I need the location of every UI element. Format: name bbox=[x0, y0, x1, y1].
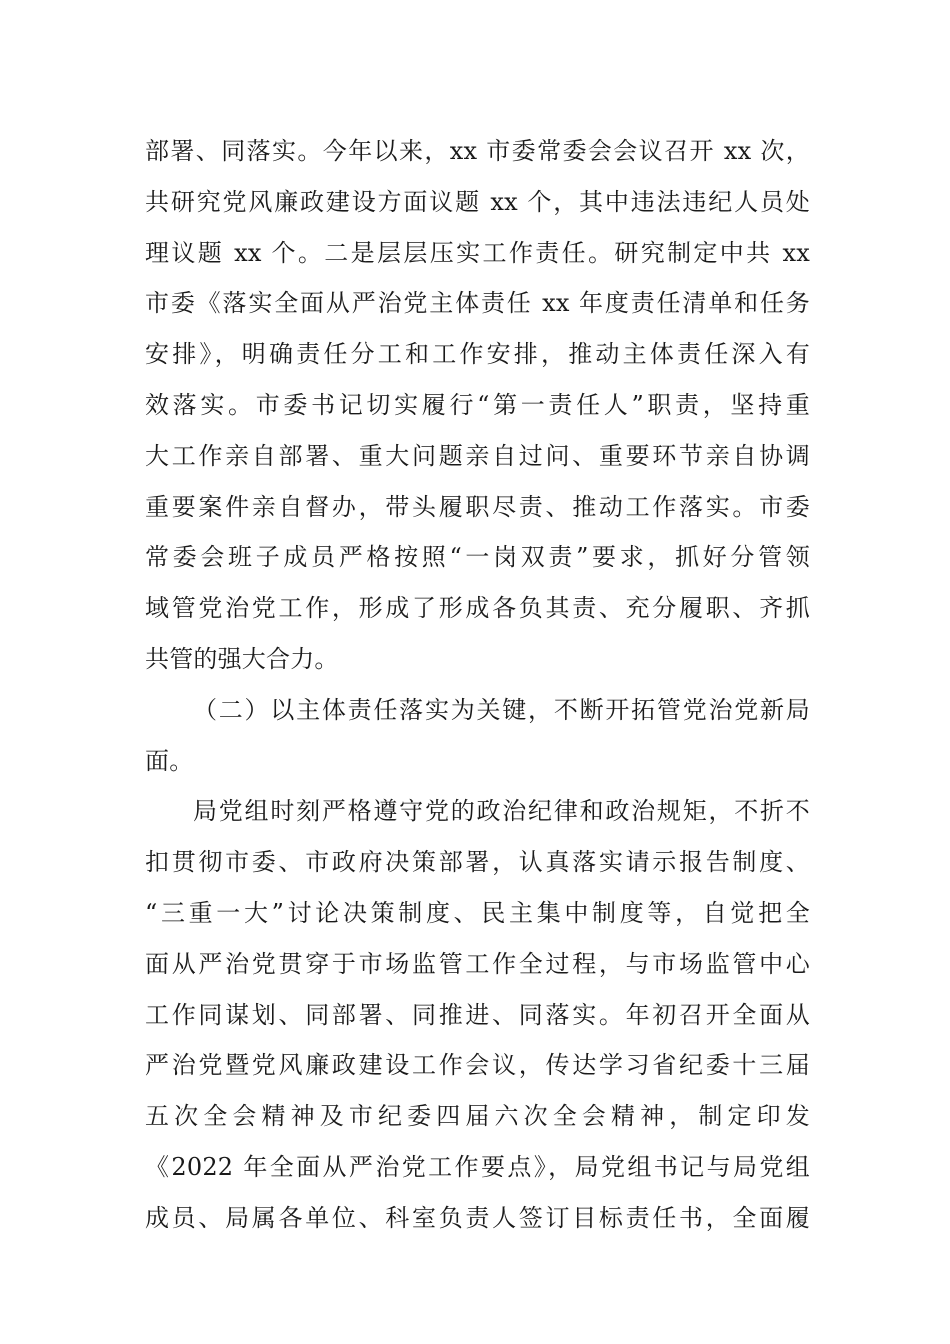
text-line: 常委会班子成员严格按照“一岗双责”要求，抓好分管领 bbox=[145, 543, 810, 572]
section-heading-line: （二）以主体责任落实为关键，不断开拓管党治党新局 bbox=[193, 695, 810, 724]
text-line: 严治党暨党风廉政建设工作会议，传达学习省纪委十三届 bbox=[145, 1051, 810, 1080]
text-line: 《2022 年全面从严治党工作要点》，局党组书记与局党组 bbox=[145, 1152, 810, 1181]
text-line: 安排》，明确责任分工和工作安排，推动主体责任深入有 bbox=[145, 340, 810, 369]
text-line: 五次全会精神及市纪委四届六次全会精神，制定印发 bbox=[145, 1102, 810, 1131]
text-line: 共研究党风廉政建设方面议题 xx 个，其中违法违纪人员处 bbox=[145, 187, 810, 216]
text-line: 大工作亲自部署、重大问题亲自过问、重要环节亲自协调 bbox=[145, 441, 810, 470]
text-line: 重要案件亲自督办，带头履职尽责、推动工作落实。市委 bbox=[145, 492, 810, 521]
text-line: 部署、同落实。今年以来，xx 市委常委会会议召开 xx 次， bbox=[145, 137, 810, 165]
text-line: 成员、局属各单位、科室负责人签订目标责任书，全面履 bbox=[145, 1203, 810, 1232]
section-heading-line: 面。 bbox=[145, 746, 194, 775]
text-line: 理议题 xx 个。二是层层压实工作责任。研究制定中共 xx bbox=[145, 238, 810, 267]
text-line: 共管的强大合力。 bbox=[145, 644, 339, 673]
text-line: 扣贯彻市委、市政府决策部署，认真落实请示报告制度、 bbox=[145, 848, 810, 877]
text-line: 市委《落实全面从严治党主体责任 xx 年度责任清单和任务 bbox=[145, 289, 810, 318]
text-line: 面从严治党贯穿于市场监管工作全过程，与市场监管中心 bbox=[145, 949, 810, 978]
text-line: 工作同谋划、同部署、同推进、同落实。年初召开全面从 bbox=[145, 1000, 810, 1029]
text-line: 效落实。市委书记切实履行“第一责任人”职责，坚持重 bbox=[145, 390, 810, 419]
body-text bbox=[145, 126, 810, 1244]
text-line: “三重一大”讨论决策制度、民主集中制度等，自觉把全 bbox=[145, 898, 810, 927]
text-line: 域管党治党工作，形成了形成各负其责、充分履职、齐抓 bbox=[145, 594, 810, 623]
text-line: 局党组时刻严格遵守党的政治纪律和政治规矩，不折不 bbox=[193, 797, 810, 826]
